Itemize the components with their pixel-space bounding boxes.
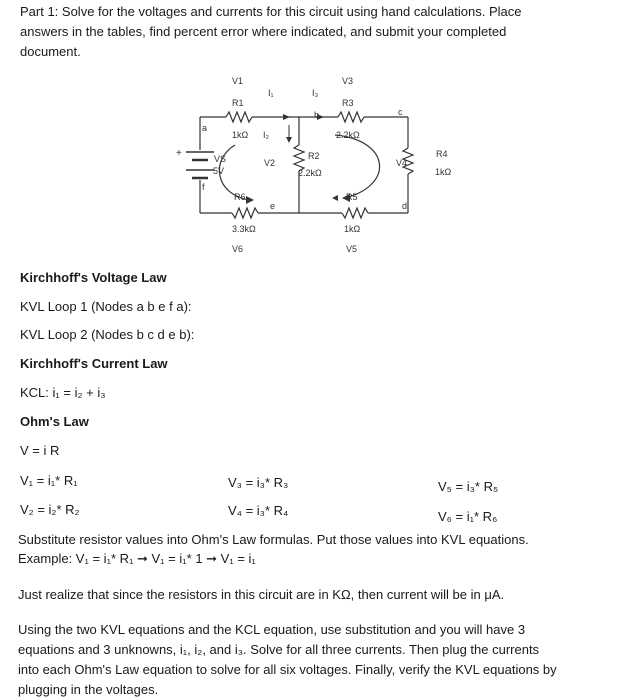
label-v3: V3 <box>342 76 354 86</box>
i2-arrow-icon <box>286 137 292 143</box>
resistor-r6-symbol <box>232 208 258 218</box>
label-r3: R3 <box>342 98 354 108</box>
label-v6: V6 <box>232 244 244 254</box>
intro-line-3: document. <box>20 44 81 59</box>
ohm-v6: V₆ = i₁* R₆ <box>438 509 498 524</box>
r5-current-arrow-icon <box>332 195 338 201</box>
label-node-f: f <box>202 182 205 192</box>
label-node-b: b <box>314 110 320 120</box>
label-r5: R5 <box>346 192 358 202</box>
label-r3-value: 2.2kΩ <box>336 130 360 140</box>
label-v5: V5 <box>346 244 358 254</box>
label-i1: I₁ <box>268 88 274 98</box>
label-vs: VS <box>214 154 227 164</box>
label-r1-value: 1kΩ <box>232 130 249 140</box>
label-node-a: a <box>202 123 208 133</box>
kvl-loop-1: KVL Loop 1 (Nodes a b e f a): <box>20 299 192 314</box>
label-r6: R6 <box>234 192 246 202</box>
resistor-r1-symbol <box>226 112 252 122</box>
label-r1: R1 <box>232 98 244 108</box>
circuit-diagram <box>0 0 618 265</box>
label-r2: R2 <box>308 151 320 161</box>
label-r5-value: 1kΩ <box>344 224 361 234</box>
battery-plus: + <box>176 148 182 159</box>
resistor-r5-symbol <box>342 208 368 218</box>
label-r6-value: 3.3kΩ <box>232 224 256 234</box>
kvl-heading: Kirchhoff's Voltage Law <box>20 270 167 285</box>
units-note: Just realize that since the resistors in this circuit are in KΩ, then current will be in μA. <box>18 587 505 602</box>
ohm-v1: V₁ = i₁* R₁ <box>20 473 78 488</box>
kcl-heading: Kirchhoff's Current Law <box>20 356 168 371</box>
i1-arrow-icon <box>283 114 290 120</box>
label-node-e: e <box>270 201 276 211</box>
final-line-2: equations and 3 unknowns, i₁, i₂, and i₃. Solve for all three currents. Then plug the currents <box>18 642 540 657</box>
label-v4: V4 <box>396 158 408 168</box>
label-node-c: c <box>398 107 403 117</box>
final-line-1: Using the two KVL equations and the KCL equation, use substitution and you will have 3 <box>18 622 526 637</box>
substitute-example: Example: V₁ = i₁* R₁ ➞ V₁ = i₁* 1 ➞ V₁ = i₁ <box>18 551 256 566</box>
kvl-loop-2: KVL Loop 2 (Nodes b c d e b): <box>20 327 195 342</box>
loop-2-arrow <box>335 135 380 198</box>
final-line-3: into each Ohm's Law equation to solve for all six voltages. Finally, verify the KVL equations by <box>18 662 557 677</box>
loop-1-arrowhead-icon <box>246 196 254 204</box>
final-instructions <box>18 620 557 700</box>
intro-line-1: Part 1: Solve for the voltages and currents for this circuit using hand calculations. Place <box>20 4 522 19</box>
ohm-heading: Ohm's Law <box>20 414 89 429</box>
final-line-4: plugging in the voltages. <box>18 682 159 697</box>
label-vs-value: 5V <box>213 166 225 176</box>
intro-line-2: answers in the tables, find percent error where indicated, and submit your completed <box>20 24 507 39</box>
label-r4: R4 <box>436 149 448 159</box>
label-r2-value: 2.2kΩ <box>298 168 322 178</box>
ohm-v4: V₄ = i₃* R₄ <box>228 503 289 518</box>
label-node-d: d <box>402 201 408 211</box>
label-v2: V2 <box>264 158 276 168</box>
label-v1: V1 <box>232 76 244 86</box>
ohm-v5: V₅ = i₃* R₅ <box>438 479 499 494</box>
ohm-v3: V₃ = i₃* R₃ <box>228 475 289 490</box>
substitute-line-1: Substitute resistor values into Ohm's Law formulas. Put those values into KVL equations. <box>18 532 529 547</box>
kcl-equation: KCL: i₁ = i₂ + i₃ <box>20 385 106 400</box>
ohm-equation: V = i R <box>20 443 60 458</box>
label-i2: I₂ <box>263 130 269 140</box>
resistor-r3-symbol <box>338 112 364 122</box>
label-i3: I₃ <box>312 88 319 98</box>
ohm-v2: V₂ = i₂* R₂ <box>20 502 80 517</box>
label-r4-value: 1kΩ <box>435 167 452 177</box>
